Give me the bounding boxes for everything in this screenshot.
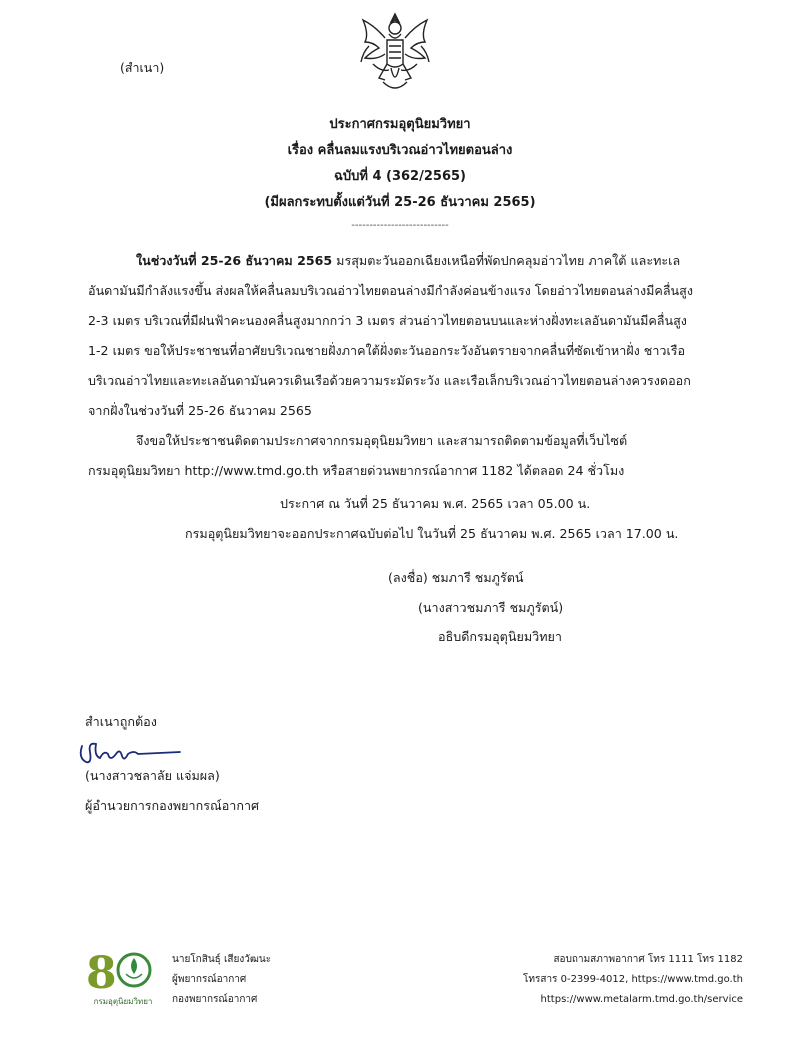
paragraph-2-line-2: กรมอุตุนิยมวิทยา http://www.tmd.go.th หรือสายด่วนพยากรณ์อากาศ 1182 ได้ตลอด 24 ชั่วโมง	[88, 463, 625, 478]
signatory-name: (นางสาวชมภารี ชมภูรัตน์)	[418, 600, 564, 615]
heading-line-1: ประกาศกรมอุตุนิยมวิทยา	[329, 117, 471, 132]
signature-signed: (ลงชื่อ) ชมภารี ชมภูรัตน์	[388, 570, 524, 585]
next-announcement: กรมอุตุนิยมวิทยาจะออกประกาศฉบับต่อไป ในวันที่ 25 ธันวาคม พ.ศ. 2565 เวลา 17.00 น.	[185, 526, 679, 541]
paragraph-1	[88, 246, 744, 426]
tmd-80-years-logo-icon	[84, 944, 162, 1010]
date-range-bold: ในช่วงวันที่ 25-26 ธันวาคม 2565	[136, 253, 333, 268]
certified-copy-label: สำเนาถูกต้อง	[85, 714, 157, 729]
signatory-position: อธิบดีกรมอุตุนิยมวิทยา	[438, 629, 562, 644]
paragraph-1-line-3: 2-3 เมตร บริเวณที่มีฝนฟ้าคะนองคลื่นสูงมากกว่า 3 เมตร ส่วนอ่าวไทยตอนบนและห่างฝั่งทะเลอันดามันมีคลื่นสูง	[88, 313, 687, 328]
contact-service-url: https://www.metalarm.tmd.go.th/service	[540, 994, 743, 1005]
footer-contact	[523, 950, 743, 1010]
paragraph-1-line-2: อันดามันมีกำลังแรงขึ้น ส่งผลให้คลื่นลมบริเวณอ่าวไทยตอนล่างมีกำลังค่อนข้างแรง โดยอ่าวไทยตอนล่างมีคลื่นสูง	[88, 283, 693, 298]
paragraph-1-line-1-text: มรสุมตะวันออกเฉียงเหนือที่พัดปกคลุมอ่าวไทย ภาคใต้ และทะเล	[332, 253, 681, 268]
forecaster-division: กองพยากรณ์อากาศ	[172, 994, 258, 1005]
footer-forecaster	[172, 950, 271, 1010]
paragraph-2	[88, 426, 744, 486]
separator: ---------------------------	[351, 220, 449, 231]
certifier-position: ผู้อำนวยการกองพยากรณ์อากาศ	[85, 798, 260, 813]
paragraph-2-line-1: จึงขอให้ประชาชนติดตามประกาศจากกรมอุตุนิยมวิทยา และสามารถติดตามข้อมูลที่เว็บไซต์	[136, 433, 628, 448]
contact-fax-website: โทรสาร 0-2399-4012, https://www.tmd.go.th	[523, 974, 743, 985]
garuda-emblem-icon	[355, 8, 435, 96]
paragraph-1-line-5: บริเวณอ่าวไทยและทะเลอันดามันควรเดินเรือด้วยความระมัดระวัง และเรือเล็กบริเวณอ่าวไทยตอนล่างควรงดออก	[88, 373, 691, 388]
paragraph-1-line-6: จากฝั่งในช่วงวันที่ 25-26 ธันวาคม 2565	[88, 403, 312, 418]
paragraph-1-line-4: 1-2 เมตร ขอให้ประชาชนที่อาศัยบริเวณชายฝั่งภาคใต้ฝั่งตะวันออกระวังอันตรายจากคลื่นที่ซัดเข้าหาฝั่ง ชาวเรือ	[88, 343, 686, 358]
forecaster-name: นายโกสินธุ์ เสียงวัฒนะ	[172, 954, 272, 965]
contact-phone: สอบถามสภาพอากาศ โทร 1111 โทร 1182	[553, 954, 743, 965]
document-heading	[0, 112, 800, 216]
certifier-name: (นางสาวชลาลัย แจ่มผล)	[85, 768, 220, 783]
issued-date: ประกาศ ณ วันที่ 25 ธันวาคม พ.ศ. 2565 เวลา 05.00 น.	[280, 496, 591, 511]
paragraph-1-line-1	[88, 246, 744, 276]
forecaster-title: ผู้พยากรณ์อากาศ	[172, 974, 247, 985]
heading-line-3: ฉบับที่ 4 (362/2565)	[334, 169, 466, 184]
handwritten-signature-icon	[76, 736, 186, 770]
logo-text: กรมอุตุนิยมวิทยา	[93, 997, 153, 1006]
heading-line-4: (มีผลกระทบตั้งแต่วันที่ 25-26 ธันวาคม 2565)	[264, 195, 536, 210]
copy-label: (สำเนา)	[120, 60, 165, 75]
heading-line-2: เรื่อง คลื่นลมแรงบริเวณอ่าวไทยตอนล่าง	[287, 143, 513, 158]
svg-text:8: 8	[86, 948, 117, 999]
